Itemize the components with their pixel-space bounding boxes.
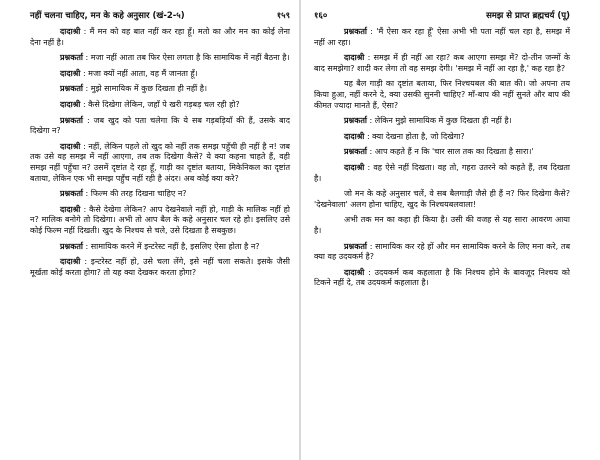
paragraph [30,100,290,111]
paragraph-text: : इन्टरेस्ट नहीं हो, उसे चला लेंगे, इसे नहीं चला सकते। इसके जैसी मूर्खता कोई करता होगा? तो यह क्या देखकर करता होगा? [30,257,290,277]
paragraph-text: : समझ में ही नहीं आ रहा? कब आएगा समझ में? दो-तीन जन्मों के बाद समझेगा? शादी कर लेगा तो वह समझ देगी। 'समझ में नहीं आ रहा है,' कह रहा है? [314,53,570,73]
speaker-label: दादाश्री [60,204,81,214]
paragraph-text: : 'मैं ऐसा कर रहा हूँ' ऐसा अभी भी पता नहीं चल रहा है, समझ में नहीं आ रहा। [314,27,570,47]
speaker-label: दादाश्री [60,68,81,78]
paragraph-text: : उदयकर्म कब कहलाता है कि निश्चय होने के बावजूद निश्चय को टिकने नहीं दे, तब उदयकर्म कहलाता है। [314,267,570,288]
paragraph-text: : फिल्म की तरह दिखना चाहिए न? [85,189,187,199]
speaker-label: प्रश्नकर्ता [344,147,367,157]
paragraph [314,268,570,289]
right-page [300,0,600,460]
speaker-label: प्रश्नकर्ता [344,27,367,36]
speaker-label: दादाश्री [344,267,365,277]
left-page-header [30,10,290,21]
paragraph-text: : सामायिक कर रहे हों और मन सामायिक करने के लिए मना करे, तब क्या वह उदयकर्म है? [314,241,571,262]
paragraph-text: : नहीं, लेकिन पहले तो खुद को नहीं तक समझ पहुँची ही नहीं है न! जब तक उसे वह समझ में नहीं आएगा, तब तक दिखेगा कैसे? ये क्या कहना चाहते हैं, वही समझ नहीं पहुँचा न? उसमें दृष्टांत दे रहा हूँ, गाड़ी का दृष्टांत बताया, मिकेनिकल का दृष्टांत बताया, लेकिन एक भी समझ पहुँच नहीं रही है अंदर। अब कोई क्या करे? [30,141,290,183]
speaker-label: दादाश्री [60,27,81,36]
speaker-label: दादाश्री [60,257,81,267]
paragraph-text: : लेकिन मुझे सामायिक में कुछ दिखता ही नहीं है। [369,116,512,126]
paragraph [314,163,570,184]
speaker-label: दादाश्री [344,53,365,63]
speaker-label: प्रश्नकर्ता [60,241,83,251]
paragraph [314,27,570,48]
paragraph [314,116,570,127]
paragraph-text: : सामायिक करने में इन्टरेस्ट नहीं है, इसलिए ऐसा होता है न? [85,241,260,251]
paragraph-text: : क्या देखना होता है, जो दिखेगा? [366,131,465,141]
speaker-label: दादाश्री [344,131,365,141]
speaker-label: दादाश्री [60,141,81,151]
paragraph [30,27,290,48]
paragraph [314,79,570,111]
paragraph-text: : मैं मन को वह बात नहीं कर रहा हूँ। मतो का और मन का कोई लेना देना नहीं है। [30,27,290,47]
paragraph-text: : कैसे दिखेगा लेकिन, जहाँ पे खरी गड़बड़ चल रही हो? [82,99,240,109]
right-page-number: १६० [314,11,328,21]
paragraph [30,116,290,137]
paragraph [30,69,290,80]
paragraph-text: जो मन के कहे अनुसार चलें, वे सब बैलगाड़ी जैसे ही हैं न? फिर दिखेगा कैसे? 'देखनेवाला' अलग होना चाहिए, खुद के निश्चयबलवाला! [314,189,570,209]
left-header-title: नहीं चलना चाहिए, मन के कहे अनुसार (खं-2-५) [30,11,185,21]
paragraph [314,215,570,236]
speaker-label: प्रश्नकर्ता [60,53,83,63]
speaker-label: दादाश्री [60,99,81,109]
paragraph [314,53,570,74]
speaker-label: प्रश्नकर्ता [60,84,83,94]
paragraph [314,242,570,263]
paragraph [314,147,570,158]
paragraph-text: अभी तक मन का कहा ही किया है। उसी की वजह से यह सारा आवरण आया है। [314,215,570,235]
paragraph [314,189,570,210]
speaker-label: प्रश्नकर्ता [60,115,83,125]
paragraph-text: : आप कहते हैं न कि 'चार साल तक का दिखता है सारा।' [369,147,534,157]
paragraph-text: : वह ऐसे नहीं दिखता। वह तो, गहरा उतरने को कहते हैं, तब दिखता है। [314,162,570,183]
paragraph-text: : कैसे देखेगा लेकिन? आप देखनेवाले नहीं हो, गाड़ी के मालिक नहीं हो न? मालिक बनोगे तो दिखेगा। अभी तो आप बैल के कहे अनुसार चल रहे हो। इसलिए उसे कोई फिल्म नहीं दिखती। खुद के निश्चय से चले, उसे दिखता है सबकुछ। [30,204,291,235]
paragraph-text: : मुझे सामायिक में कुछ दिखता ही नहीं है। [85,84,207,94]
paragraph-text: यह बैल गाड़ी का दृष्टांत बताया, फिर निश्चयबल की बात की। जो अपना तय किया हुआ, नहीं करने दे, क्या उसकी सुननी चाहिए? माँ-बाप की नहीं सुनते और बाप की कीमत ज्यादा मानते हैं, ऐसा? [314,79,570,110]
left-page-number: १५९ [276,11,290,21]
speaker-label: दादाश्री [344,162,365,172]
left-page-body [30,27,290,278]
right-header-title: समझ से प्राप्त ब्रह्मचर्य (पू) [486,11,570,21]
speaker-label: प्रश्नकर्ता [344,241,367,251]
paragraph [30,84,290,95]
right-page-body [314,27,570,289]
paragraph [30,53,290,64]
paragraph-text: : जब खुद को पता चलेगा कि ये सब गड़बड़ियाँ की हैं, उसके बाद दिखेगा न? [30,115,290,136]
right-page-header [314,10,570,21]
paragraph [30,142,290,184]
paragraph [30,189,290,200]
speaker-label: प्रश्नकर्ता [344,116,367,126]
paragraph-text: : मजा नहीं आता तब फिर ऐसा लगता है कि सामायिक में नहीं बैठना है। [85,53,290,63]
paragraph [314,132,570,143]
paragraph [30,242,290,253]
paragraph-text: : मजा क्यों नहीं आता, वह मैं जानता हूँ। [82,68,198,78]
paragraph [30,205,290,237]
speaker-label: प्रश्नकर्ता [60,189,83,199]
paragraph [30,257,290,278]
